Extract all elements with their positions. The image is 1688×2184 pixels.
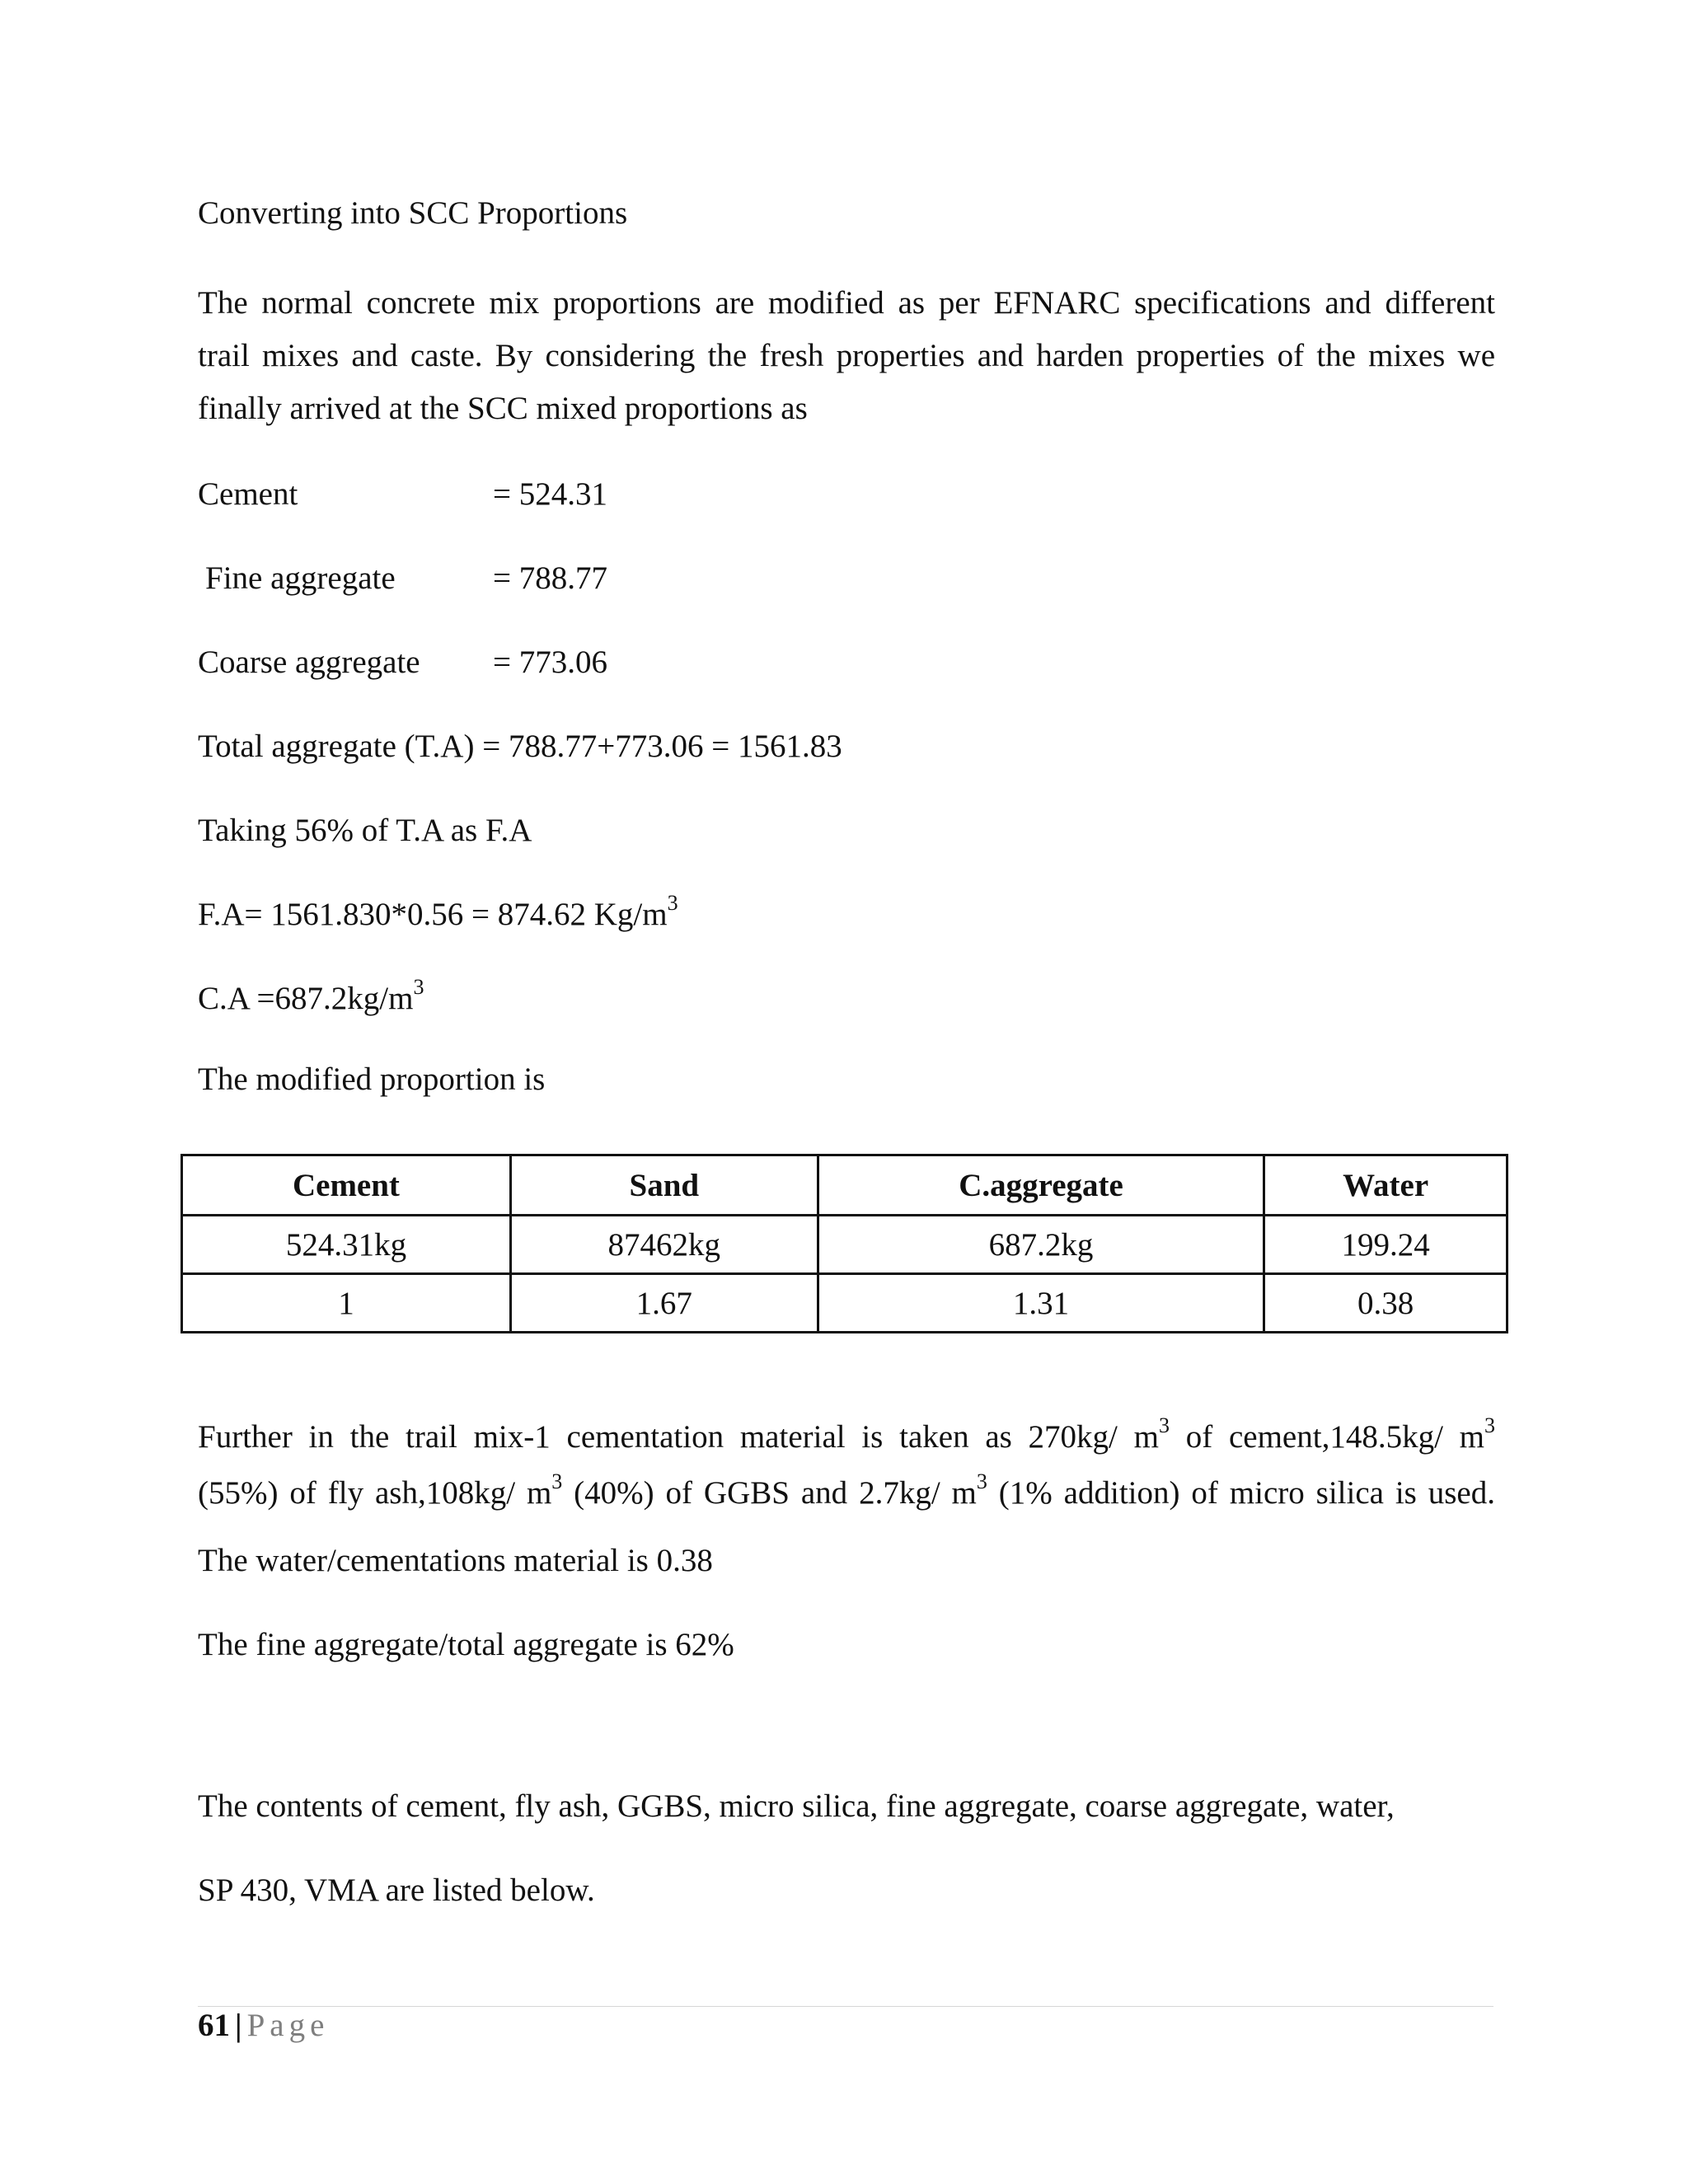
- coarse-aggregate-value: = 773.06: [493, 644, 607, 680]
- trail-mix-paragraph: [198, 1409, 1495, 1521]
- cement-label: Cement: [198, 476, 298, 512]
- page-footer: [198, 2009, 329, 2041]
- coarse-aggregate-label: Coarse aggregate: [198, 644, 420, 680]
- ca-cube-exponent: 3: [413, 975, 424, 999]
- table-cell: 1.31: [818, 1274, 1264, 1333]
- trail-mix-text-1a: Further in the trail mix-1 cementation material is taken as 270kg/ m: [198, 1419, 1159, 1455]
- intro-paragraph: [198, 277, 1495, 435]
- table-header-water: Water: [1264, 1155, 1507, 1216]
- table-cell: 1: [182, 1274, 511, 1333]
- table-row: [182, 1216, 1507, 1274]
- intro-line-1: The normal concrete mix proportions are modified as per EFNARC specifications and different: [198, 285, 1495, 321]
- contents-line-1: The contents of cement, fly ash, GGBS, micro silica, fine aggregate, coarse aggregate, water,: [198, 1788, 1395, 1824]
- taking-fa-line: Taking 56% of T.A as F.A: [198, 813, 532, 848]
- contents-line-2: SP 430, VMA are listed below.: [198, 1872, 595, 1908]
- modified-proportion-table: [181, 1154, 1508, 1333]
- trail-mix-exponent: 3: [1158, 1413, 1170, 1437]
- table-header-sand: Sand: [510, 1155, 818, 1216]
- fine-aggregate-label: Fine aggregate: [205, 560, 396, 596]
- fine-ratio-line: The fine aggregate/total aggregate is 62%: [198, 1627, 734, 1662]
- trail-mix-text-2a: (55%) of fly ash,108kg/ m: [198, 1475, 552, 1511]
- footer-divider: [198, 2006, 1493, 2007]
- trail-mix-exponent: 3: [976, 1469, 987, 1493]
- table-header-c-aggregate: C.aggregate: [818, 1155, 1264, 1216]
- trail-mix-text-1b: of cement,148.5kg/ m: [1169, 1419, 1484, 1455]
- modified-proportion-heading: The modified proportion is: [198, 1062, 546, 1097]
- trail-mix-text-2c: (1% addition) of micro silica is used.: [987, 1475, 1495, 1511]
- intro-line-3: finally arrived at the SCC mixed proportions as: [198, 391, 808, 426]
- fa-calculation-line: [198, 891, 678, 932]
- fa-cube-exponent: 3: [667, 891, 678, 915]
- table-cell: 687.2kg: [818, 1216, 1264, 1274]
- cement-value: = 524.31: [493, 476, 607, 512]
- table-header-cement: Cement: [182, 1155, 511, 1216]
- fine-aggregate-value: = 788.77: [493, 560, 607, 596]
- total-aggregate-line: Total aggregate (T.A) = 788.77+773.06 = 1561.83: [198, 729, 842, 764]
- trail-mix-line-2: [198, 1465, 1495, 1521]
- fa-calculation-text: F.A= 1561.830*0.56 = 874.62 Kg/m: [198, 897, 668, 932]
- trail-mix-text-2b: (40%) of GGBS and 2.7kg/ m: [562, 1475, 977, 1511]
- table-cell: 199.24: [1264, 1216, 1507, 1274]
- table-cell: 1.67: [510, 1274, 818, 1333]
- table-header-row: [182, 1155, 1507, 1216]
- intro-line-2: trail mixes and caste. By considering the fresh properties and harden properties of the mixes we: [198, 338, 1495, 373]
- footer-separator: |: [235, 2008, 242, 2043]
- table-cell: 87462kg: [510, 1216, 818, 1274]
- table-cell: 0.38: [1264, 1274, 1507, 1333]
- ca-calculation-text: C.A =687.2kg/m: [198, 981, 414, 1016]
- page-number: 61: [198, 2008, 230, 2043]
- trail-mix-exponent: 3: [551, 1469, 563, 1493]
- trail-mix-exponent: 3: [1484, 1413, 1495, 1437]
- ca-calculation-line: [198, 975, 424, 1016]
- table-row: [182, 1274, 1507, 1333]
- table-cell: 524.31kg: [182, 1216, 511, 1274]
- trail-mix-line-1: [198, 1409, 1495, 1465]
- page-word: Page: [246, 2008, 330, 2043]
- section-heading: Converting into SCC Proportions: [198, 195, 628, 231]
- water-ratio-line: The water/cementations material is 0.38: [198, 1543, 713, 1578]
